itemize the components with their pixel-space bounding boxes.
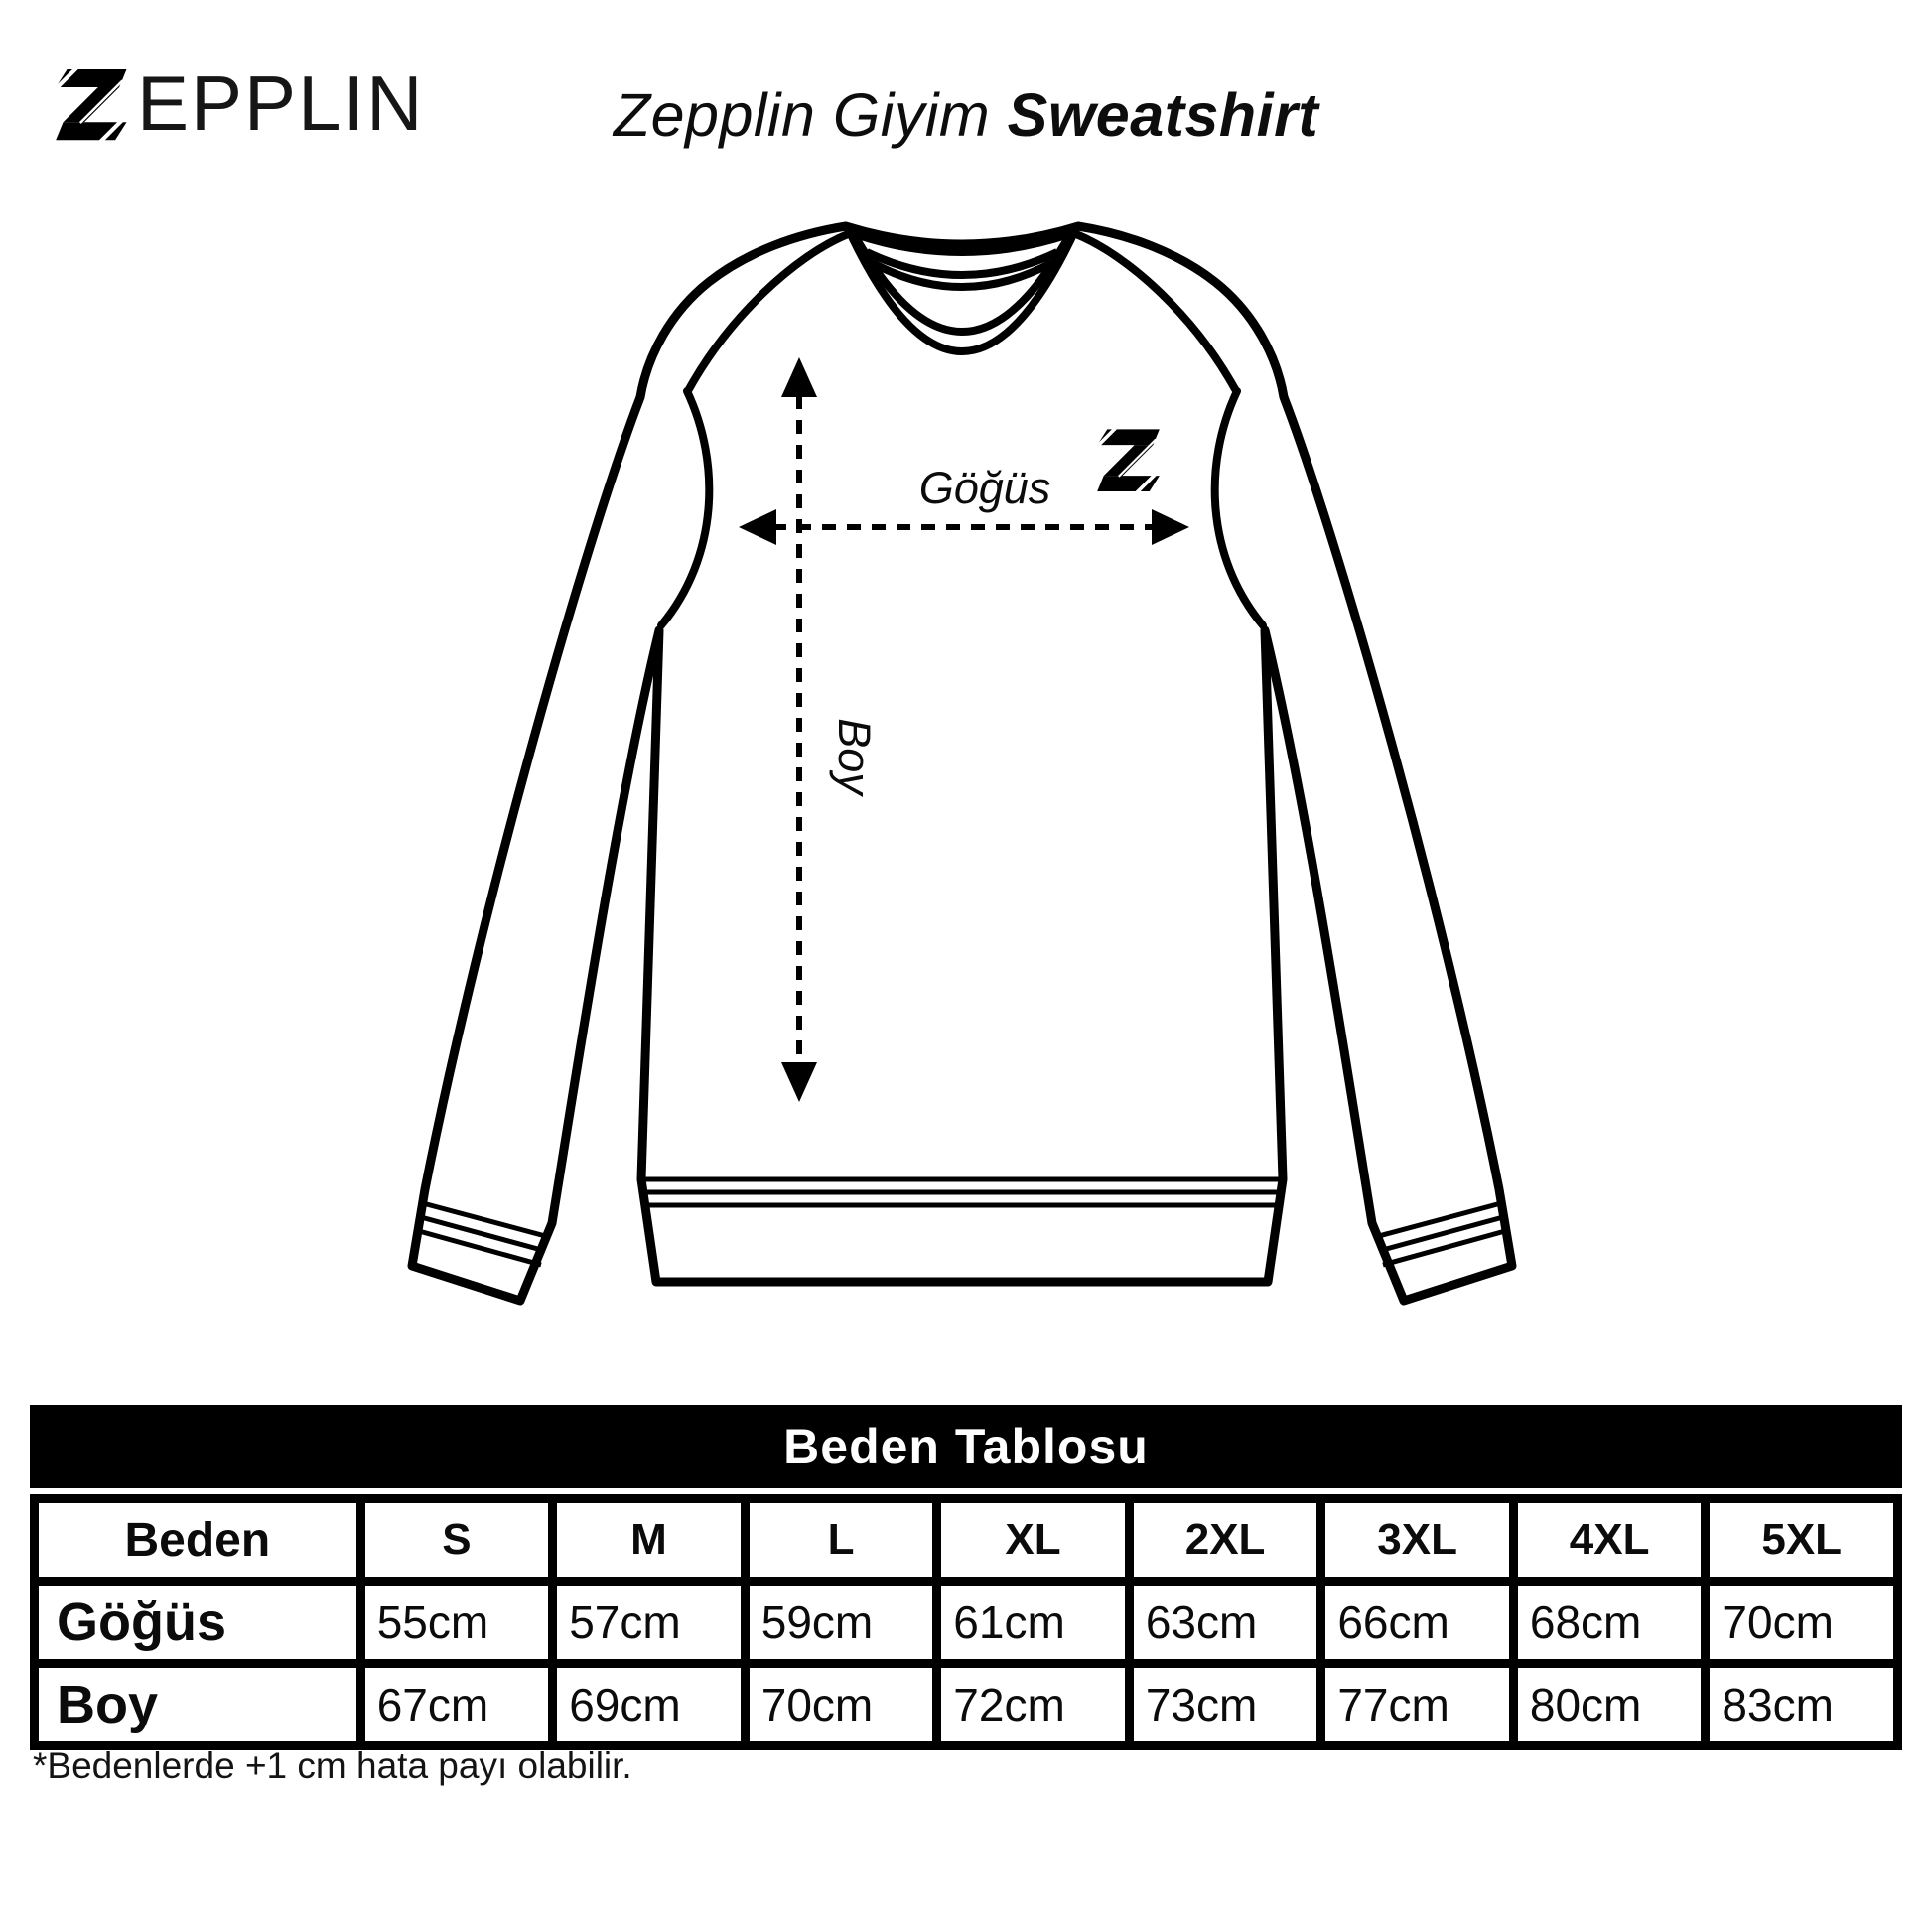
size-table-title: Beden Tablosu	[30, 1405, 1902, 1488]
table-row-length	[39, 1668, 1893, 1741]
length-value-l: 70cm	[750, 1668, 933, 1741]
length-value-5xl: 83cm	[1710, 1668, 1893, 1741]
header-cell-l: L	[750, 1503, 933, 1577]
table-header-row	[39, 1503, 1893, 1577]
chest-value-2xl: 63cm	[1134, 1586, 1317, 1659]
chest-value-s: 55cm	[365, 1586, 549, 1659]
length-value-xl: 72cm	[941, 1668, 1125, 1741]
page-title	[0, 81, 1932, 149]
header-cell-xl: XL	[941, 1503, 1125, 1577]
chest-value-4xl: 68cm	[1518, 1586, 1702, 1659]
chest-value-m: 57cm	[557, 1586, 741, 1659]
chest-value-5xl: 70cm	[1710, 1586, 1893, 1659]
row-label-chest: Göğüs	[39, 1586, 356, 1659]
header-cell-m: M	[557, 1503, 741, 1577]
table-row-chest	[39, 1586, 1893, 1659]
length-value-m: 69cm	[557, 1668, 741, 1741]
title-product-part: Sweatshirt	[1007, 81, 1319, 149]
header-cell-4xl: 4XL	[1518, 1503, 1702, 1577]
row-label-length: Boy	[39, 1668, 356, 1741]
length-value-2xl: 73cm	[1134, 1668, 1317, 1741]
length-label: Boy	[829, 718, 880, 795]
chest-label: Göğüs	[918, 463, 1051, 513]
header-cell-s: S	[365, 1503, 549, 1577]
header-cell-2xl: 2XL	[1134, 1503, 1317, 1577]
sweatshirt-diagram	[0, 169, 1932, 1410]
header-cell-3xl: 3XL	[1325, 1503, 1509, 1577]
size-table-grid	[30, 1494, 1902, 1750]
size-table	[30, 1405, 1902, 1750]
length-value-4xl: 80cm	[1518, 1668, 1702, 1741]
sweatshirt-outline	[412, 226, 1512, 1301]
chest-value-xl: 61cm	[941, 1586, 1125, 1659]
chest-value-3xl: 66cm	[1325, 1586, 1509, 1659]
brand-wordmark: EPPLIN	[137, 60, 425, 147]
length-value-s: 67cm	[365, 1668, 549, 1741]
length-value-3xl: 77cm	[1325, 1668, 1509, 1741]
header-cell-5xl: 5XL	[1710, 1503, 1893, 1577]
chest-value-l: 59cm	[750, 1586, 933, 1659]
title-brand-part: Zepplin Giyim	[613, 81, 1008, 149]
header-cell-beden: Beden	[39, 1503, 356, 1577]
size-footnote: *Bedenlerde +1 cm hata payı olabilir.	[33, 1745, 632, 1786]
